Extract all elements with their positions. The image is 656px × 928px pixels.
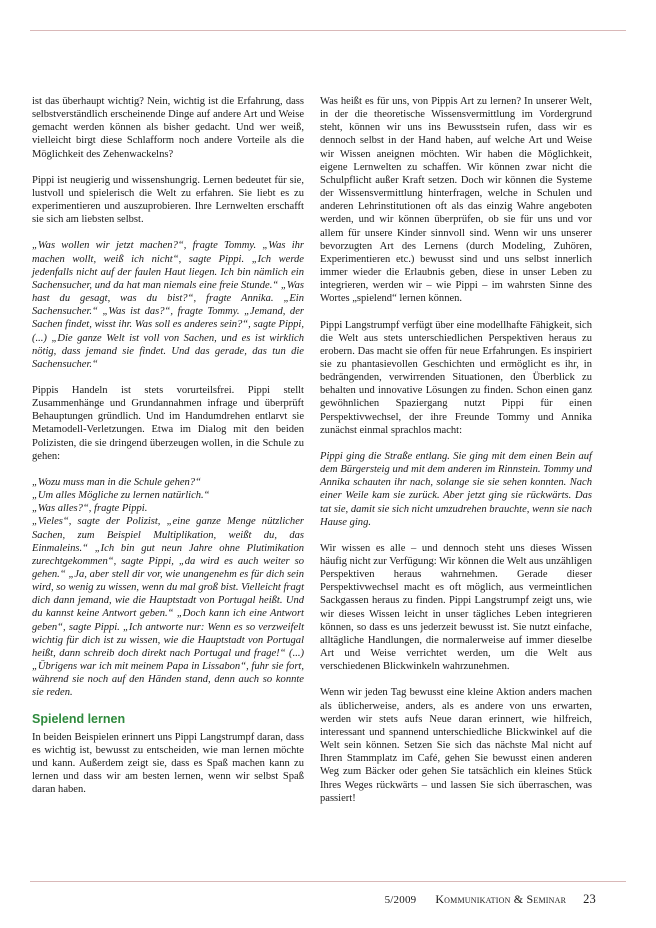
page-footer <box>385 892 596 907</box>
paragraph: ist das überhaupt wichtig? Nein, wichtig ist die Erfahrung, dass selbstverständlich erscheinende Dinge auf andere Art und Weise gemacht werden können als bisher gedacht. Und wer weiß, vielleicht birgt diese Schlafform noch andere Vorteile als die Möglichkeit des Zehenwackelns? <box>32 96 304 160</box>
paragraph: Pippi ist neugierig und wissenshungrig. Lernen bedeutet für sie, lustvoll und spielerisch die Welt zu erfahren. Sie liebt es zu experimentieren und auszuprobieren. Ihre Lernwelten erschafft sie sich am liebsten selbst. <box>32 174 304 226</box>
quote-dialog <box>32 476 304 700</box>
paragraph: Wir wissen es alle – und dennoch steht uns dieses Wissen häufig nicht zur Verfügung: Wir können die Welt aus unzähligen Perspektiven heraus wahrnehmen. Gerade dieser Perspektivwechsel macht es oft möglich, aus vermeintlichen Sackgassen heraus zu finden. Pippi Langstrumpf zeigt uns, wie wir dieses Wissen leicht in unser tägliches Leben integrieren können, so dass es uns jederzeit bewusst ist. Sie nutzt einfache, alltägliche Handlungen, die normalerweise auf immer dieselbe Art und Weise verrichtet werden, um die Welt aus verschiedenen Blickwinkeln wahrzunehmen. <box>320 542 592 673</box>
magazine-title: Kommunikation & Seminar <box>435 892 567 906</box>
left-column <box>32 95 304 810</box>
paragraph: Pippi Langstrumpf verfügt über eine modellhafte Fähigkeit, sich die Welt aus stets unterschiedlichen Perspektiven heraus zu erobern. Das macht sie offen für neue Erfahrungen. Es inspiriert sie zu phantasievollen Geschichten und ermöglicht es ihr, in bedrängenden, verwirrenden Situationen, den Überblick zu behalten und innovative Lösungen zu finden. Schon einen ganz gewöhnlichen Spaziergang nutzt Pippi für einen Perspektivwechsel, der ihre Freunde Tommy und Annika zunächst einmal sprachlos macht: <box>320 319 592 436</box>
paragraph: In beiden Beispielen erinnert uns Pippi Langstrumpf daran, dass es wichtig ist, bewusst zu entscheiden, wie man lernen möchte und kann. Außerdem zeigt sie, dass es Spaß machen kann zu lernen und dass wir am besten lernen, wenn wir selbst Spaß daran haben. <box>32 731 304 796</box>
right-column <box>320 95 592 818</box>
top-rule <box>30 30 626 31</box>
quote-line: „Vieles“, sagte der Polizist, „eine ganze Menge nützlicher Sachen, zum Beispiel Multiplikation, weißt du, das Einmaleins.“ „Ich bin gut neun Jahre ohne Plutimikation zurechtgekommen“, sagte Pippi, „da wird es auch weiter so gehen.“ „Ja, aber stell dir vor, wie unangenehm es für dich sein wird, so wenig zu wissen, wenn du mal groß bist. Vielleicht fragt dich dann jemand, wie die Hauptstadt von Portugal heißt. Und du kannst keine Antwort geben.“ „Doch kann ich eine Antwort geben“, sagte Pippi. „Ich antworte nur: Wenn es so verzweifelt wichtig für dich ist zu wissen, wie die Hauptstadt von Portugal heißt, dann schreib doch direkt nach Portugal und frage!“ (...) „Übrigens war ich mit meinem Papa in Lissabon“, fuhr sie fort, während sie noch auf den Händen stand, denn auch so konnte sie reden. <box>32 516 304 699</box>
issue-number: 5/2009 <box>384 894 417 906</box>
paragraph: Wenn wir jeden Tag bewusst eine kleine Aktion anders machen als üblicherweise, anders, als es andere von uns erwarten, werden wir stets aufs Neue daran erinnert, wie hilfreich, interessant und spannend unterschiedliche Blickwinkel auf die Welt sein können. Setzen Sie sich das nächste Mal nicht auf Ihren Stammplatz im Café, gehen Sie bewusst einen anderen Weg zum Bäcker oder gehen Sie tatsächlich ein kleines Stück Ihres Weges rückwärts – und lassen Sie sich überraschen, was passiert! <box>320 687 592 804</box>
quote-line: „Was alles?“, fragte Pippi. <box>32 503 148 515</box>
section-heading: Spielend lernen <box>32 711 126 726</box>
paragraph: Pippis Handeln ist stets vorurteilsfrei. Pippi stellt Zusammenhänge und Grundannahmen infrage und überprüft Behauptungen gründlich. Und im Handumdrehen entlarvt sie Metamodell-Verletzungen. Etwa im Dialog mit den beiden Polizisten, die sie dringend überzeugen wollen, in die Schule zu gehen: <box>32 384 304 462</box>
quote-paragraph: Pippi ging die Straße entlang. Sie ging mit dem einen Bein auf dem Bürgersteig und mit dem anderen im Rinnstein. Tommy und Annika schauten ihr nach, solange sie sie sehen konnten. Nach einer Weile kam sie zurück. Aber jetzt ging sie rückwärts. Das tat sie, damit sie sich nicht umzudrehen brauchte, wenn sie nach Hause ging. <box>320 450 592 528</box>
quote-line: „Um alles Mögliche zu lernen natürlich.“ <box>32 490 210 502</box>
page-number: 23 <box>583 892 596 906</box>
paragraph: Was heißt es für uns, von Pippis Art zu lernen? In unserer Welt, in der die theoretische Wissensvermittlung im Vordergrund steht, können wir uns ins Bewusstsein rufen, dass wir es dennoch selbst in der Hand haben, auf welche Art und Weise wir Wissen aneignen möchten. Wir haben die Möglichkeit, eigene Lernwelten zu schaffen. Wir können zwar nicht die Schulpflicht außer Kraft setzen. Doch wir können die Systeme der Wissensvermittlung hinterfragen, welche in Schulen und anderen Lehrinstitutionen oft als das einzig Wahre angeboten werden, und wir können überprüfen, ob sie für uns und vor allem für unsere Kinder sinnvoll sind. Wenn wir uns unserer bevorzugten Art des Lernens (durch Modeling, Zuhören, Experimentieren etc.) bewusst sind und uns selbst innerlich immer wieder die Erlaubnis geben, diese in unser Leben zu integrieren, werden wir – wie Pippi – im wahrsten Sinne des Wortes „spielend“ lernen können. <box>320 96 592 305</box>
quote-line: „Wozu muss man in die Schule gehen?“ <box>32 476 201 488</box>
bottom-rule <box>30 881 626 882</box>
quote-paragraph: „Was wollen wir jetzt machen?“, fragte Tommy. „Was ihr machen wollt, weiß ich nicht“, sagte Pippi. „Ich werde jedenfalls nicht auf der faulen Haut liegen. Ich bin nämlich ein Sachensucher, und da hat man niemals eine freie Stunde.“ „Was hast du gesagt, was du bist?“, fragte Annika. „Ein Sachensucher.“ „Was ist das?“, fragte Tommy. „Jemand, der Sachen findet, wisst ihr. Was soll es anderes sein?“, sagte Pippi, (...) „Die ganze Welt ist voll von Sachen, und es ist wirklich nötig, dass jemand sie findet. Und das gerade, das tun die Sachensucher.“ <box>32 240 304 370</box>
